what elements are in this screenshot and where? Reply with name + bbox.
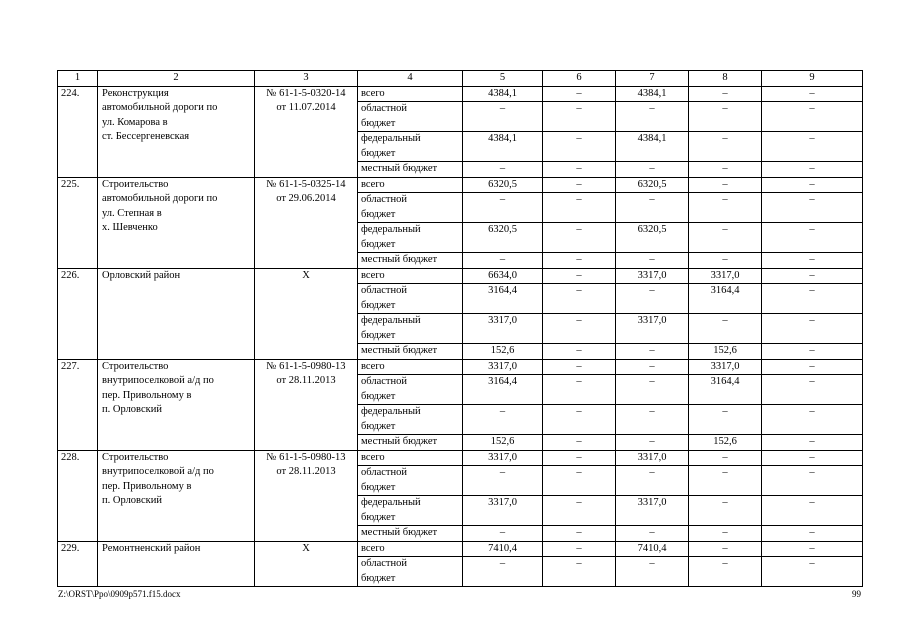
value-col-7: – <box>616 435 689 451</box>
value-col-6: – <box>543 132 616 162</box>
entry-name-line: ул. Комарова в <box>102 116 168 128</box>
header-cell: 6 <box>543 71 616 87</box>
header-cell: 3 <box>255 71 358 87</box>
table-row <box>58 541 863 557</box>
funding-source-line: всего <box>361 542 385 554</box>
value-col-9: – <box>762 405 863 435</box>
value-col-7: – <box>616 253 689 269</box>
table-row <box>58 86 863 102</box>
value-col-9: – <box>762 526 863 542</box>
value-col-9: – <box>762 223 863 253</box>
entry-number: 227. <box>58 359 98 450</box>
value-col-9: – <box>762 193 863 223</box>
entry-name <box>98 359 255 450</box>
funding-source <box>358 268 463 284</box>
value-col-9: – <box>762 162 863 178</box>
funding-source-line: бюджет <box>361 511 396 523</box>
header-cell: 4 <box>358 71 463 87</box>
value-col-8: 3164,4 <box>689 284 762 314</box>
value-col-9: – <box>762 284 863 314</box>
value-col-9: – <box>762 359 863 375</box>
value-col-8: 152,6 <box>689 344 762 360</box>
funding-source-line: всего <box>361 451 385 463</box>
entry-name-line: пер. Привольному в <box>102 480 192 492</box>
value-col-9: – <box>762 557 863 587</box>
funding-source <box>358 435 463 451</box>
entry-name-line: Ремонтненский район <box>102 542 201 554</box>
value-col-7: 6320,5 <box>616 223 689 253</box>
value-col-6: – <box>543 541 616 557</box>
footer-page-number: 99 <box>852 589 861 599</box>
entry-number: 225. <box>58 177 98 268</box>
entry-number: 224. <box>58 86 98 177</box>
value-col-5: 3317,0 <box>463 496 543 526</box>
value-col-5: 6634,0 <box>463 268 543 284</box>
funding-source-line: бюджет <box>361 147 396 159</box>
entry-name-line: автомобильной дороги по <box>102 193 218 204</box>
table-body <box>58 71 863 587</box>
value-col-6: – <box>543 496 616 526</box>
table-row <box>58 359 863 375</box>
funding-source <box>358 450 463 466</box>
entry-document-line: от 28.11.2013 <box>276 466 336 477</box>
value-col-6: – <box>543 102 616 132</box>
funding-source-line: местный бюджет <box>361 345 438 356</box>
value-col-6: – <box>543 526 616 542</box>
header-row <box>58 71 863 87</box>
entry-name-line: автомобильной дороги по <box>102 102 218 113</box>
value-col-8: – <box>689 496 762 526</box>
value-col-9: – <box>762 466 863 496</box>
funding-source-line: бюджет <box>361 329 396 341</box>
value-col-8: – <box>689 102 762 132</box>
value-col-8: 3317,0 <box>689 268 762 284</box>
funding-source <box>358 177 463 193</box>
funding-source-line: всего <box>361 269 385 281</box>
funding-source <box>358 359 463 375</box>
funding-source-line: местный бюджет <box>361 254 438 265</box>
value-col-6: – <box>543 284 616 314</box>
value-col-5: – <box>463 557 543 587</box>
value-col-5: 7410,4 <box>463 541 543 557</box>
value-col-8: – <box>689 557 762 587</box>
value-col-7: – <box>616 193 689 223</box>
value-col-5: 3317,0 <box>463 450 543 466</box>
entry-document-line: № 61-1-5-0320-14 <box>266 87 346 99</box>
value-col-9: – <box>762 132 863 162</box>
funding-source-line: бюджет <box>361 572 396 584</box>
value-col-7: 4384,1 <box>616 86 689 102</box>
entry-name-line: внутрипоселковой а/д по <box>102 375 214 386</box>
value-col-6: – <box>543 450 616 466</box>
entry-name-line: Реконструкция <box>102 87 169 99</box>
table-row <box>58 450 863 466</box>
value-col-7: – <box>616 466 689 496</box>
value-col-7: 3317,0 <box>616 496 689 526</box>
value-col-8: – <box>689 86 762 102</box>
entry-name-line: ул. Степная в <box>102 207 162 219</box>
funding-source-line: областной <box>361 467 407 478</box>
value-col-7: – <box>616 557 689 587</box>
funding-source <box>358 314 463 344</box>
funding-source-line: областной <box>361 194 407 205</box>
value-col-8: – <box>689 162 762 178</box>
entry-document <box>255 450 358 541</box>
entry-document-line: от 11.07.2014 <box>276 102 336 113</box>
funding-source-line: бюджет <box>361 208 396 220</box>
funding-source-line: федеральный <box>361 133 421 144</box>
header-cell: 7 <box>616 71 689 87</box>
value-col-5: 3164,4 <box>463 284 543 314</box>
entry-document-line: X <box>302 542 310 554</box>
value-col-6: – <box>543 466 616 496</box>
entry-document <box>255 86 358 177</box>
value-col-8: 3317,0 <box>689 359 762 375</box>
value-col-5: – <box>463 405 543 435</box>
value-col-5: – <box>463 193 543 223</box>
value-col-6: – <box>543 359 616 375</box>
value-col-9: – <box>762 435 863 451</box>
value-col-5: – <box>463 253 543 269</box>
value-col-7: – <box>616 359 689 375</box>
funding-source-line: областной <box>361 103 407 114</box>
value-col-7: – <box>616 375 689 405</box>
funding-source <box>358 132 463 162</box>
value-col-9: – <box>762 86 863 102</box>
entry-document <box>255 541 358 587</box>
value-col-6: – <box>543 253 616 269</box>
entry-name-line: п. Орловский <box>102 495 162 506</box>
entry-number: 226. <box>58 268 98 359</box>
entry-name-line: Строительство <box>102 451 169 463</box>
value-col-5: – <box>463 162 543 178</box>
funding-source-line: бюджет <box>361 299 396 311</box>
value-col-6: – <box>543 375 616 405</box>
value-col-9: – <box>762 344 863 360</box>
funding-source <box>358 557 463 587</box>
entry-document-line: № 61-1-5-0980-13 <box>266 451 346 463</box>
header-cell: 9 <box>762 71 863 87</box>
value-col-5: 3317,0 <box>463 314 543 344</box>
value-col-6: – <box>543 177 616 193</box>
funding-source <box>358 526 463 542</box>
entry-name-line: пер. Привольному в <box>102 389 192 401</box>
value-col-7: 3317,0 <box>616 450 689 466</box>
funding-source-line: областной <box>361 376 407 387</box>
value-col-6: – <box>543 557 616 587</box>
value-col-7: – <box>616 102 689 132</box>
entry-name <box>98 268 255 359</box>
value-col-5: 152,6 <box>463 344 543 360</box>
table-row <box>58 268 863 284</box>
entry-name-line: внутрипоселковой а/д по <box>102 466 214 477</box>
funding-source <box>358 284 463 314</box>
table-row <box>58 177 863 193</box>
funding-source-line: бюджет <box>361 390 396 402</box>
value-col-7: 3317,0 <box>616 314 689 344</box>
value-col-7: 6320,5 <box>616 177 689 193</box>
entry-name <box>98 86 255 177</box>
value-col-6: – <box>543 268 616 284</box>
entry-document-line: № 61-1-5-0325-14 <box>266 178 346 190</box>
value-col-9: – <box>762 375 863 405</box>
value-col-6: – <box>543 314 616 344</box>
value-col-5: – <box>463 526 543 542</box>
value-col-5: 4384,1 <box>463 86 543 102</box>
entry-name-line: п. Орловский <box>102 404 162 415</box>
value-col-6: – <box>543 86 616 102</box>
funding-source <box>358 162 463 178</box>
value-col-8: – <box>689 177 762 193</box>
funding-source-line: федеральный <box>361 315 421 326</box>
value-col-7: 7410,4 <box>616 541 689 557</box>
entry-name-line: Строительство <box>102 360 169 372</box>
value-col-6: – <box>543 344 616 360</box>
value-col-7: 4384,1 <box>616 132 689 162</box>
value-col-5: 6320,5 <box>463 177 543 193</box>
value-col-6: – <box>543 162 616 178</box>
entry-document-line: № 61-1-5-0980-13 <box>266 360 346 372</box>
value-col-8: – <box>689 466 762 496</box>
entry-name <box>98 450 255 541</box>
funding-source <box>358 344 463 360</box>
funding-source-line: всего <box>361 87 385 99</box>
value-col-7: 3317,0 <box>616 268 689 284</box>
value-col-5: – <box>463 466 543 496</box>
value-col-6: – <box>543 223 616 253</box>
value-col-8: – <box>689 526 762 542</box>
value-col-9: – <box>762 450 863 466</box>
funding-source-line: всего <box>361 360 385 372</box>
funding-source-line: бюджет <box>361 117 396 129</box>
value-col-5: 152,6 <box>463 435 543 451</box>
funding-source <box>358 375 463 405</box>
funding-source <box>358 496 463 526</box>
header-cell: 8 <box>689 71 762 87</box>
entry-document <box>255 177 358 268</box>
value-col-8: – <box>689 314 762 344</box>
value-col-9: – <box>762 268 863 284</box>
budget-table <box>57 70 863 587</box>
value-col-5: 6320,5 <box>463 223 543 253</box>
value-col-9: – <box>762 102 863 132</box>
value-col-9: – <box>762 253 863 269</box>
funding-source-line: местный бюджет <box>361 436 438 447</box>
footer-file-path: Z:\ORST\Ppo\0909p571.f15.docx <box>58 589 181 599</box>
funding-source-line: федеральный <box>361 497 421 508</box>
entry-document <box>255 268 358 359</box>
funding-source-line: бюджет <box>361 238 396 250</box>
funding-source <box>358 253 463 269</box>
value-col-7: – <box>616 526 689 542</box>
entry-name <box>98 541 255 587</box>
funding-source-line: местный бюджет <box>361 163 438 174</box>
value-col-8: – <box>689 405 762 435</box>
entry-name-line: х. Шевченко <box>102 222 158 233</box>
value-col-7: – <box>616 405 689 435</box>
value-col-7: – <box>616 284 689 314</box>
funding-source-line: областной <box>361 558 407 569</box>
funding-source <box>358 405 463 435</box>
funding-source-line: бюджет <box>361 420 396 432</box>
entry-document-line: от 29.06.2014 <box>276 193 336 204</box>
entry-number: 229. <box>58 541 98 587</box>
value-col-6: – <box>543 193 616 223</box>
funding-source-line: областной <box>361 285 407 296</box>
value-col-6: – <box>543 435 616 451</box>
value-col-5: 3164,4 <box>463 375 543 405</box>
value-col-8: – <box>689 223 762 253</box>
funding-source-line: бюджет <box>361 481 396 493</box>
value-col-9: – <box>762 496 863 526</box>
value-col-8: – <box>689 132 762 162</box>
header-cell: 1 <box>58 71 98 87</box>
entry-name-line: Строительство <box>102 178 169 190</box>
entry-document-line: от 28.11.2013 <box>276 375 336 386</box>
value-col-5: 4384,1 <box>463 132 543 162</box>
value-col-9: – <box>762 177 863 193</box>
funding-source <box>358 102 463 132</box>
value-col-8: – <box>689 253 762 269</box>
entry-name-line: Орловский район <box>102 269 181 281</box>
value-col-9: – <box>762 541 863 557</box>
entry-number: 228. <box>58 450 98 541</box>
funding-source <box>358 541 463 557</box>
value-col-7: – <box>616 162 689 178</box>
funding-source <box>358 193 463 223</box>
value-col-9: – <box>762 314 863 344</box>
funding-source-line: федеральный <box>361 406 421 417</box>
value-col-7: – <box>616 344 689 360</box>
value-col-8: 3164,4 <box>689 375 762 405</box>
value-col-8: – <box>689 193 762 223</box>
value-col-8: – <box>689 450 762 466</box>
header-cell: 2 <box>98 71 255 87</box>
value-col-5: 3317,0 <box>463 359 543 375</box>
funding-source <box>358 223 463 253</box>
header-cell: 5 <box>463 71 543 87</box>
funding-source <box>358 466 463 496</box>
value-col-6: – <box>543 405 616 435</box>
entry-document <box>255 359 358 450</box>
funding-source-line: местный бюджет <box>361 527 438 538</box>
funding-source-line: федеральный <box>361 224 421 235</box>
entry-document-line: X <box>302 269 310 281</box>
entry-name <box>98 177 255 268</box>
funding-source-line: всего <box>361 178 385 190</box>
value-col-8: – <box>689 541 762 557</box>
value-col-8: 152,6 <box>689 435 762 451</box>
entry-name-line: ст. Бессергеневская <box>102 131 190 142</box>
value-col-5: – <box>463 102 543 132</box>
funding-source <box>358 86 463 102</box>
